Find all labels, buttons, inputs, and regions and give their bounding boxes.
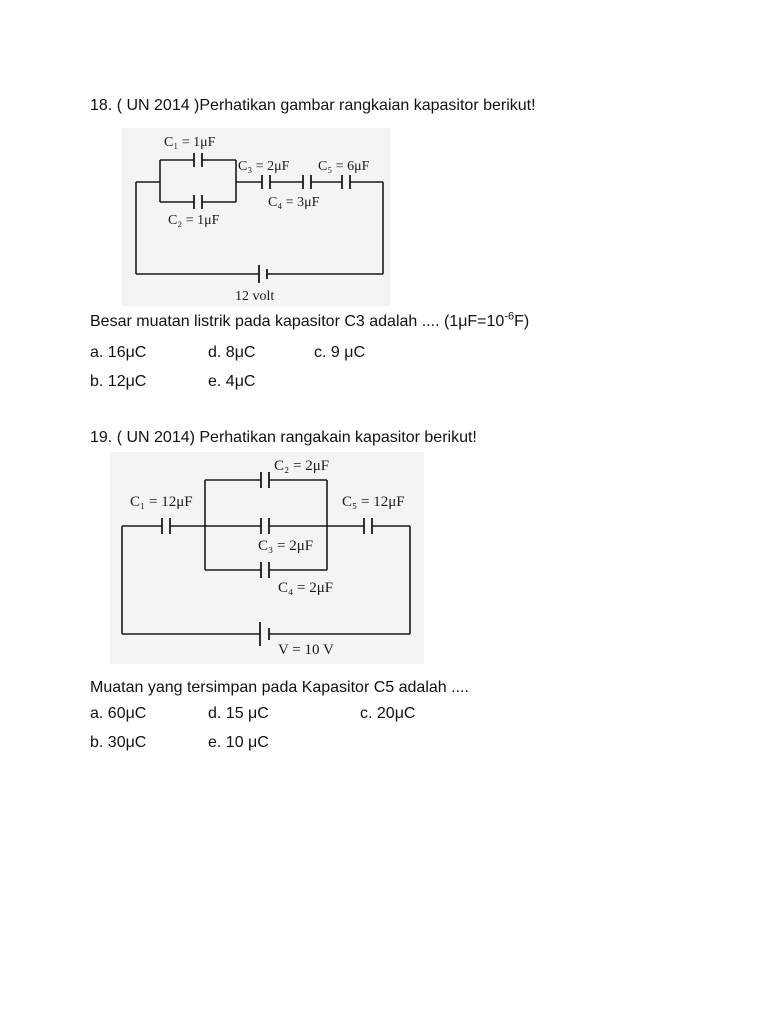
q19-c4-label: C₄ = 2μF bbox=[278, 580, 334, 596]
q19-option-a[interactable]: a. 60μC bbox=[90, 705, 147, 722]
q18-c2-label: C₂ = 1μF bbox=[168, 213, 220, 228]
q18-c5-label: C₅ = 6μF bbox=[318, 159, 370, 174]
q19-option-d[interactable]: d. 15 μC bbox=[208, 705, 269, 722]
q18-c1-label: C₁ = 1μF bbox=[164, 135, 216, 150]
q18-header: 18. ( UN 2014 )Perhatikan gambar rangkaian kapasitor berikut! bbox=[90, 97, 536, 114]
q19-option-c[interactable]: c. 20μC bbox=[360, 705, 416, 722]
q18-option-a[interactable]: a. 16μC bbox=[90, 344, 147, 361]
q18-circuit-diagram bbox=[122, 128, 390, 306]
q18-option-b[interactable]: b. 12μC bbox=[90, 373, 147, 390]
q19-option-e[interactable]: e. 10 μC bbox=[208, 734, 269, 751]
q19-header: 19. ( UN 2014) Perhatikan rangakain kapasitor berikut! bbox=[90, 429, 477, 446]
q19-question: Muatan yang tersimpan pada Kapasitor C5 adalah .... bbox=[90, 679, 469, 696]
q18-c3-label: C₃ = 2μF bbox=[238, 159, 290, 174]
q18-option-e[interactable]: e. 4μC bbox=[208, 373, 256, 390]
q19-c1-label: C₁ = 12μF bbox=[130, 494, 193, 510]
q19-circuit-diagram bbox=[110, 452, 424, 664]
q18-battery-label: 12 volt bbox=[235, 289, 275, 304]
q18-c4-label: C₄ = 3μF bbox=[268, 195, 320, 210]
q18-question: Besar muatan listrik pada kapasitor C3 adalah .... $(1\mu F=10^{-6}F)$ bbox=[90, 310, 530, 330]
q18-option-d[interactable]: d. 8μC bbox=[208, 344, 256, 361]
q19-c3-label: C₃ = 2μF bbox=[258, 538, 314, 554]
q19-c2-label: C₂ = 2μF bbox=[274, 458, 330, 474]
q19-c5-label: C₅ = 12μF bbox=[342, 494, 405, 510]
q18-option-c[interactable]: c. 9 μC bbox=[314, 344, 366, 361]
q19-option-b[interactable]: b. 30μC bbox=[90, 734, 147, 751]
q19-battery-label: V = 10 V bbox=[278, 642, 334, 658]
